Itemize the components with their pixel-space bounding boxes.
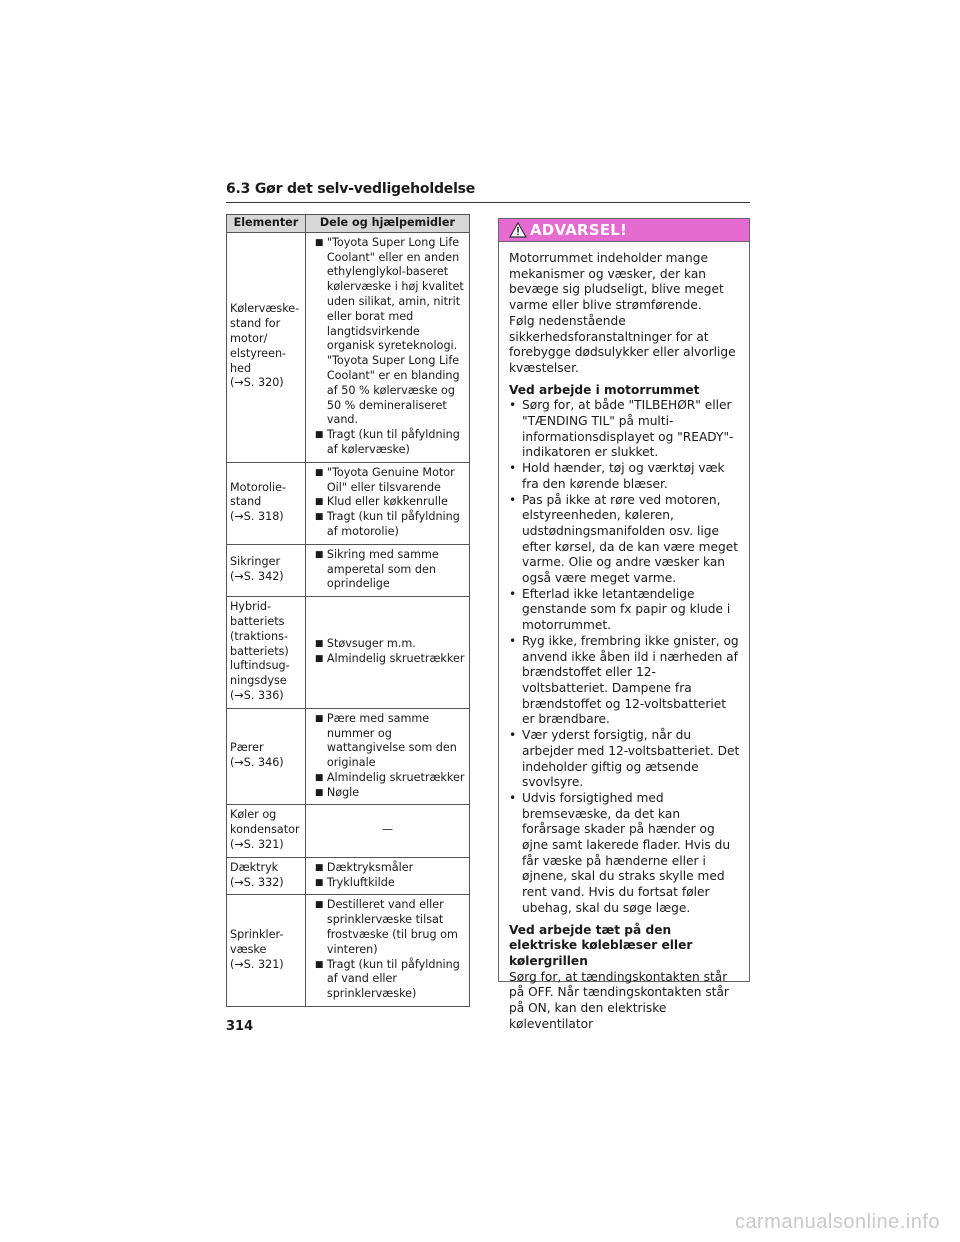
parts-cell (305, 857, 469, 895)
item-text: Trykluftkilde (326, 875, 395, 889)
table-row (227, 708, 470, 805)
item-text: Dæktryksmåler (326, 860, 414, 874)
list-item (309, 876, 466, 891)
table-header-row (227, 215, 470, 233)
square-bullet-icon: ■ (314, 900, 324, 911)
list-item (309, 771, 466, 786)
square-bullet-icon: ■ (314, 787, 324, 798)
warning-list-item (509, 461, 740, 492)
bullet-dot-icon: • (509, 790, 517, 805)
item-text: Almindelig skruetrækker (326, 651, 465, 665)
item-text: Destilleret vand eller sprinklervæske tilsat frostvæske (til brug om vinteren) (326, 898, 458, 956)
table-row (227, 232, 470, 462)
list-item (309, 510, 466, 540)
parts-cell (305, 708, 469, 805)
warning-list-item (509, 493, 740, 587)
bullet-dot-icon: • (509, 728, 517, 743)
warning-item-text: Udvis forsigtighed med bremsevæske, da det kan forårsage skader på hænder og øjne samt lakerede flader. Hvis du får væske på hænderne eller i øjnene, skal du straks skylle med rent vand. Hvis du fortsat føler ubehag, skal du søge læge. (522, 790, 731, 915)
list-item (309, 236, 466, 428)
table-row (227, 857, 470, 895)
parts-cell (305, 805, 469, 857)
table-row (227, 597, 470, 709)
list-item (309, 428, 466, 458)
warning-list-item (509, 398, 740, 461)
table-row (227, 462, 470, 544)
table-row (227, 895, 470, 1007)
warning-item-text: Pas på ikke at røre ved motoren, elstyreenheden, køleren, udstødningsmanifolden osv. lige efter kørsel, da de kan være meget varme. Olie og andre væsker kan også være meget varme. (522, 492, 739, 586)
warning-list-item (509, 634, 740, 728)
element-cell: Pærer (→S. 346) (227, 708, 306, 805)
square-bullet-icon: ■ (314, 430, 324, 441)
square-bullet-icon: ■ (314, 713, 324, 724)
element-cell: Motorolie- stand (→S. 318) (227, 462, 306, 544)
empty-dash: — (381, 823, 394, 837)
square-bullet-icon: ■ (314, 497, 324, 508)
column-header-elements: Elementer (227, 215, 306, 233)
parts-cell (305, 462, 469, 544)
section-header (226, 178, 750, 203)
square-bullet-icon: ■ (314, 959, 324, 970)
warning-box (498, 218, 750, 1031)
element-cell: Sprinkler- væske (→S. 321) (227, 895, 306, 1007)
element-cell: Hybrid- batteriets (traktions- batteriets) luftindsug- ningsdyse (→S. 336) (227, 597, 306, 709)
item-text: Sikring med samme amperetal som den oprindelige (326, 547, 439, 591)
warning-header (499, 219, 749, 242)
watermark: carmanualsonline.info (734, 1211, 940, 1233)
parts-cell (305, 232, 469, 462)
bullet-dot-icon: • (509, 492, 517, 507)
item-text: Tragt (kun til påfyldning af kølervæske) (326, 428, 460, 456)
item-text: Tragt (kun til påfyldning af vand eller sprinklervæske) (326, 957, 460, 1001)
list-item (309, 548, 466, 592)
item-text: Nøgle (326, 785, 360, 799)
column-header-parts: Dele og hjælpemidler (305, 215, 469, 233)
warning-item-text: Hold hænder, tøj og værktøj væk fra den kørende blæser. (522, 461, 725, 491)
warning-item-text: Ryg ikke, frembring ikke gnister, og anvend ikke åben ild i nærheden af brændstoffet eller 12-voltsbatteriet. Dampene fra brændstoffet og 12-voltsbatteriet er brændbare. (522, 633, 739, 727)
warning-subheading-cooling-fan: Ved arbejde tæt på den elektriske køleblæser eller kølergrillen (509, 922, 693, 968)
list-item (309, 712, 466, 771)
square-bullet-icon: ■ (314, 512, 324, 523)
warning-item-text: Efterlad ikke letantændelige genstande som fx papir og klude i motorrummet. (522, 586, 731, 633)
warning-list (509, 398, 740, 916)
list-item (309, 466, 466, 496)
list-item (309, 786, 466, 801)
table-row (227, 805, 470, 857)
item-text: "Toyota Super Long Life Coolant" eller en anden ethylenglykol-baseret kølervæske i høj kvalitet uden silikat, amin, nitrit eller borat med langtidsvirkende organisk syreteknologi. "Toyota Super Long Life Coolant" er en blanding af 50 % kølervæske og 50 % demineraliseret vand. (326, 235, 464, 427)
list-item (309, 958, 466, 1002)
square-bullet-icon: ■ (314, 237, 324, 248)
warning-intro: Motorrummet indeholder mange mekanismer og væsker, der kan bevæge sig pludseligt, blive meget varme eller blive strømførende. Følg nedenstående sikkerhedsforanstaltninger for at forebygge dødsulykker eller alvorlige kvæstelser. (509, 251, 736, 375)
warning-body (499, 242, 749, 1032)
item-text: Klud eller køkkenrulle (326, 495, 448, 509)
item-text: Almindelig skruetrækker (326, 770, 465, 784)
square-bullet-icon: ■ (314, 549, 324, 560)
item-text: Støvsuger m.m. (326, 637, 416, 651)
list-item (309, 652, 466, 667)
element-cell: Køler og kondensator (→S. 321) (227, 805, 306, 857)
item-text: "Toyota Genuine Motor Oil" eller tilsvarende (326, 465, 455, 494)
square-bullet-icon: ■ (314, 877, 324, 888)
warning-subheading-engine-room: Ved arbejde i motorrummet (509, 382, 700, 397)
element-cell: Dæktryk (→S. 332) (227, 857, 306, 895)
warning-list-item (509, 587, 740, 634)
parts-cell (305, 895, 469, 1007)
element-cell: Sikringer (→S. 342) (227, 544, 306, 596)
square-bullet-icon: ■ (314, 639, 324, 650)
list-item (309, 495, 466, 510)
warning-list-item (509, 728, 740, 791)
square-bullet-icon: ■ (314, 467, 324, 478)
bullet-dot-icon: • (509, 586, 517, 601)
warning-title: ADVARSEL! (530, 221, 628, 239)
page-number: 314 (226, 1019, 254, 1034)
table-row (227, 544, 470, 596)
section-title: 6.3 Gør det selv-vedligeholdelse (226, 181, 476, 197)
warning-cooling-fan-text: Sørg for, at tændingskontakten står på OFF. Når tændingskontakten står på ON, kan den elektriske køleventilator (509, 969, 729, 1031)
bullet-dot-icon: • (509, 633, 517, 648)
warning-list-item (509, 791, 740, 917)
bullet-dot-icon: • (509, 461, 517, 476)
warning-item-text: Sørg for, at både "TILBEHØR" eller "TÆNDING TIL" på multi-informationsdisplayet og "READY"-indikatoren er slukket. (522, 398, 734, 460)
element-cell: Kølervæske- stand for motor/ elstyreen- hed (→S. 320) (227, 232, 306, 462)
list-item (309, 898, 466, 957)
item-text: Pære med samme nummer og wattangivelse som den originale (326, 711, 457, 770)
square-bullet-icon: ■ (314, 862, 324, 873)
parts-table (226, 214, 470, 1007)
parts-cell (305, 597, 469, 709)
square-bullet-icon: ■ (314, 772, 324, 783)
warning-item-text: Vær yderst forsigtig, når du arbejder med 12-voltsbatteriet. Det indeholder giftig og ætsende svovlsyre. (522, 728, 740, 790)
square-bullet-icon: ■ (314, 653, 324, 664)
warning-triangle-icon (509, 222, 527, 238)
list-item (309, 637, 466, 652)
list-item (309, 861, 466, 876)
parts-cell (305, 544, 469, 596)
bullet-dot-icon: • (509, 398, 517, 413)
item-text: Tragt (kun til påfyldning af motorolie) (326, 510, 460, 538)
